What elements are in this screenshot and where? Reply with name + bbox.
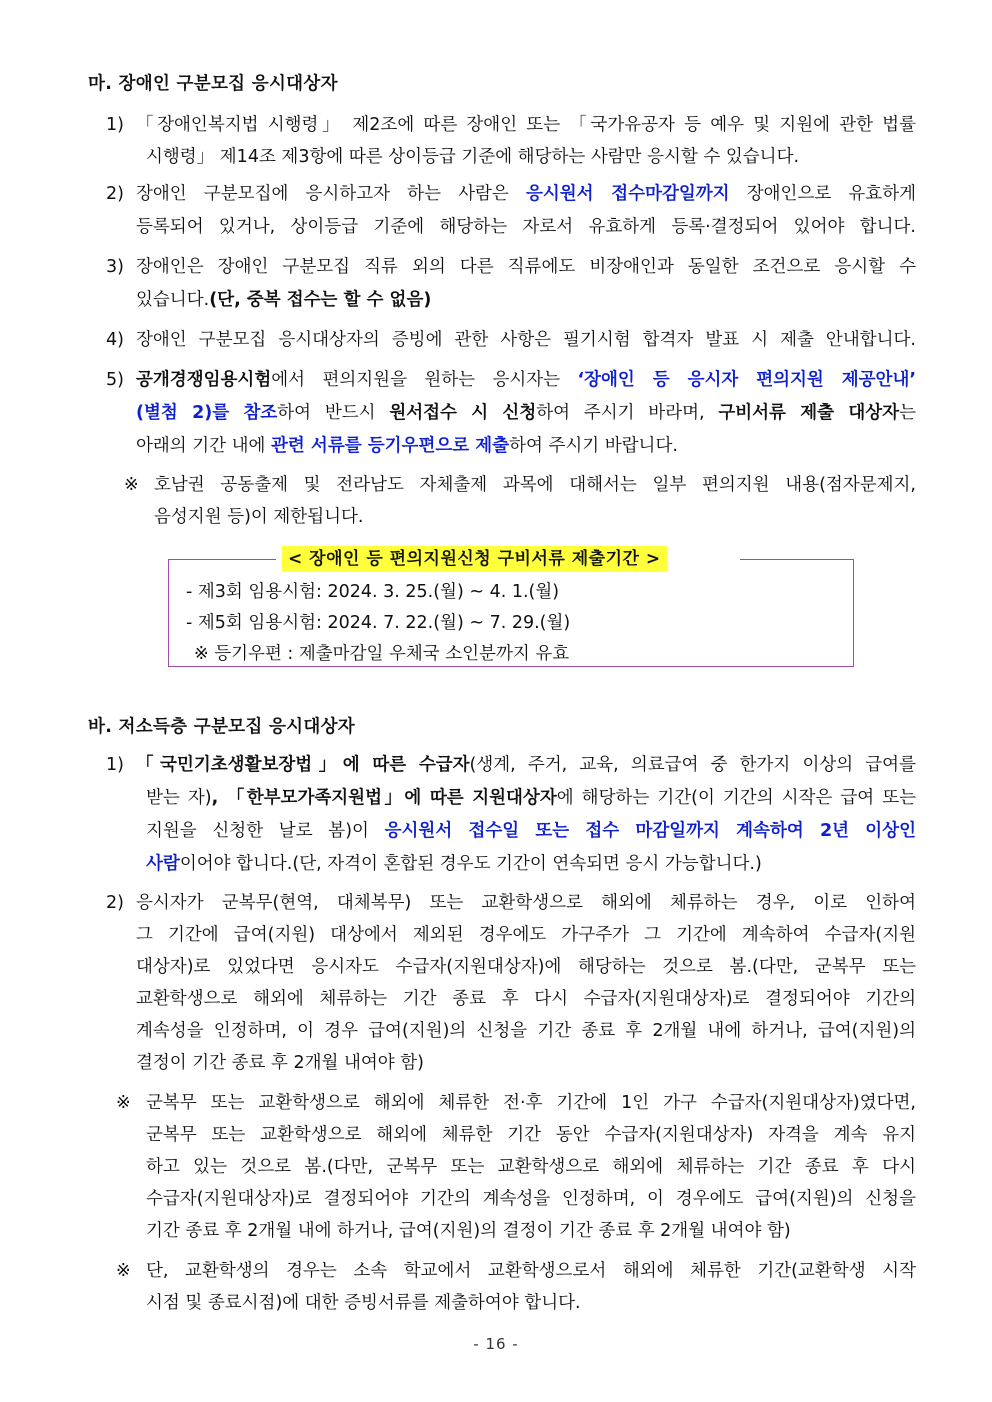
- box-line: - 제5회 임용시험: 2024. 7. 22.(월) ~ 7. 29.(월): [186, 613, 571, 633]
- section-heading-ba: 바. 저소득층 구분모집 응시대상자: [88, 717, 355, 737]
- text-run: 장애인으로 유효하게: [729, 184, 917, 204]
- item-text-line: 교환학생으로 해외에 체류하는 기간 종료 후 다시 수급자(지원대상자)로 결정되어야 기간의: [136, 989, 916, 1009]
- highlight-guide: ‘장애인 등 응시자 편의지원 제공안내’: [577, 370, 916, 390]
- item-number: 2): [106, 893, 124, 913]
- note-text-line: 시점 및 종료시점)에 대한 증빙서류를 제출하여야 합니다.: [146, 1293, 581, 1313]
- item-text-line: [136, 177, 916, 211]
- highlight-person: 사람: [146, 854, 180, 874]
- item-number: 5): [106, 370, 124, 390]
- text-run: (생계, 주거, 교육, 의료급여 중 한가지 이상의 급여를: [469, 755, 916, 775]
- item-number: 2): [106, 184, 124, 204]
- item-text-line: 등록되어 있거나, 상이등급 기준에 해당하는 자로서 유효하게 등록·결정되어 있어야 합니다.: [136, 217, 916, 237]
- item-text-line: [136, 283, 916, 317]
- highlight-mail: 관련 서류를 등기우편으로 제출: [271, 436, 510, 456]
- note-text-line: 군복무 또는 교환학생으로 해외에 체류한 전·후 기간에 1인 가구 수급자(지원대상자)였다면,: [146, 1093, 916, 1113]
- note-text-line: 기간 종료 후 2개월 내에 하거나, 급여(지원)의 결정이 기간 종료 후 2개월 내여야 함): [146, 1221, 791, 1241]
- text-run: 아래의 기간 내에: [136, 436, 272, 456]
- item-number: 1): [106, 115, 124, 135]
- bold-note: (단, 중복 접수는 할 수 없음): [209, 290, 432, 310]
- item-text-line: 계속성을 인정하며, 이 경우 급여(지원)의 신청을 기간 종료 후 2개월 내에 하거나, 급여(지원)의: [136, 1021, 916, 1041]
- highlight-attachment: (별첨 2)를 참조: [136, 403, 278, 423]
- item-text-line: [136, 748, 916, 782]
- text-run: 에 해당하는 기간(이 기간의 시작은 급여 또는: [556, 788, 917, 808]
- box-line: ※ 등기우편 : 제출마감일 우체국 소인분까지 유효: [194, 644, 570, 664]
- text-run: 장애인 구분모집에 응시하고자 하는 사람은: [136, 184, 526, 204]
- note-text-line: 하고 있는 것으로 봄.(다만, 군복무 또는 교환학생으로 해외에 체류하는 기간 종료 후 다시: [146, 1157, 916, 1177]
- item-number: 4): [106, 330, 124, 350]
- text-run: 지원을 신청한 날로 봄)이: [146, 821, 385, 841]
- text-run: 하여 주시기 바랍니다.: [509, 436, 678, 456]
- note-text-line: 수급자(지원대상자)로 결정되어야 기간의 계속성을 인정하며, 이 경우에도 급여(지원)의 신청을: [146, 1189, 916, 1209]
- text-run: 받는 자): [146, 788, 212, 808]
- item-number: 3): [106, 257, 124, 277]
- item-text-line: [146, 781, 916, 815]
- item-text-line: [146, 814, 916, 848]
- item-text-line: [136, 363, 916, 397]
- item-text-line: [136, 429, 916, 463]
- submission-period-title: < 장애인 등 편의지원신청 구비서류 제출기간 >: [282, 546, 667, 572]
- note-mark: ※: [116, 1261, 131, 1281]
- item-text-line: 대상자)로 있었다면 응시자도 수급자(지원대상자)에 해당하는 것으로 봄.(다만, 군복무 또는: [136, 957, 916, 977]
- bold-run: 구비서류 제출 대상자: [718, 403, 900, 423]
- item-number: 1): [106, 755, 124, 775]
- section-heading-ma: 마. 장애인 구분모집 응시대상자: [88, 74, 338, 94]
- note-text-line: 군복무 또는 교환학생으로 해외에 체류한 기간 동안 수급자(지원대상자) 자격을 계속 유지: [146, 1125, 917, 1145]
- note-text-line: 단, 교환학생의 경우는 소속 학교에서 교환학생으로서 해외에 체류한 기간(교환학생 시작: [146, 1261, 916, 1281]
- item-text-line: 그 기간에 급여(지원) 대상에서 제외된 경우에도 가구주가 그 기간에 계속하여 수급자(지원: [136, 925, 916, 945]
- bold-run: 원서접수 시 신청: [389, 403, 537, 423]
- item-text-line: 장애인 구분모집 응시대상자의 증빙에 관한 사항은 필기시험 합격자 발표 시 제출 안내합니다.: [136, 330, 916, 350]
- note-text-line: 호남권 공동출제 및 전라남도 자체출제 과목에 대해서는 일부 편의지원 내용(점자문제지,: [154, 475, 916, 495]
- item-text-line: 결정이 기간 종료 후 2개월 내여야 함): [136, 1053, 425, 1073]
- item-text-line: [136, 396, 916, 430]
- item-text-line: 장애인은 장애인 구분모집 직류 외의 다른 직류에도 비장애인과 동일한 조건으로 응시할 수: [136, 257, 916, 277]
- highlight-deadline: 응시원서 접수마감일까지: [525, 184, 730, 204]
- item-text-line: 「장애인복지법 시행령」 제2조에 따른 장애인 또는 「국가유공자 등 예우 및 지원에 관한 법률: [136, 115, 916, 135]
- text-run: 에서 편의지원을 원하는 응시자는: [271, 370, 578, 390]
- note-text-line: 음성지원 등)이 제한됩니다.: [154, 507, 364, 527]
- bold-run: , 「한부모가족지원법」에 따른 지원대상자: [211, 788, 557, 808]
- text-run: 이어야 합니다.(단, 자격이 혼합된 경우도 기간이 연속되면 응시 가능합니다.): [179, 854, 762, 874]
- text-run: 하여 반드시: [277, 403, 390, 423]
- note-mark: ※: [124, 475, 139, 495]
- item-text-line: 시행령」 제14조 제3항에 따른 상이등급 기준에 해당하는 사람만 응시할 수 있습니다.: [146, 147, 800, 167]
- bold-run: 공개경쟁임용시험: [136, 370, 272, 390]
- item-text-line: 응시자가 군복무(현역, 대체복무) 또는 교환학생으로 해외에 체류하는 경우, 이로 인하여: [136, 893, 916, 913]
- note-mark: ※: [116, 1093, 131, 1113]
- text-run: 는: [899, 403, 916, 423]
- text-run: 하여 주시기 바라며,: [536, 403, 719, 423]
- highlight-period: 응시원서 접수일 또는 접수 마감일까지 계속하여 2년 이상인: [384, 821, 916, 841]
- item-text-line: [146, 847, 916, 881]
- text-run: 있습니다.: [136, 290, 210, 310]
- page-number: - 16 -: [473, 1335, 519, 1353]
- bold-run: 「국민기초생활보장법」에 따른 수급자: [136, 755, 470, 775]
- box-line: - 제3회 임용시험: 2024. 3. 25.(월) ~ 4. 1.(월): [186, 582, 560, 602]
